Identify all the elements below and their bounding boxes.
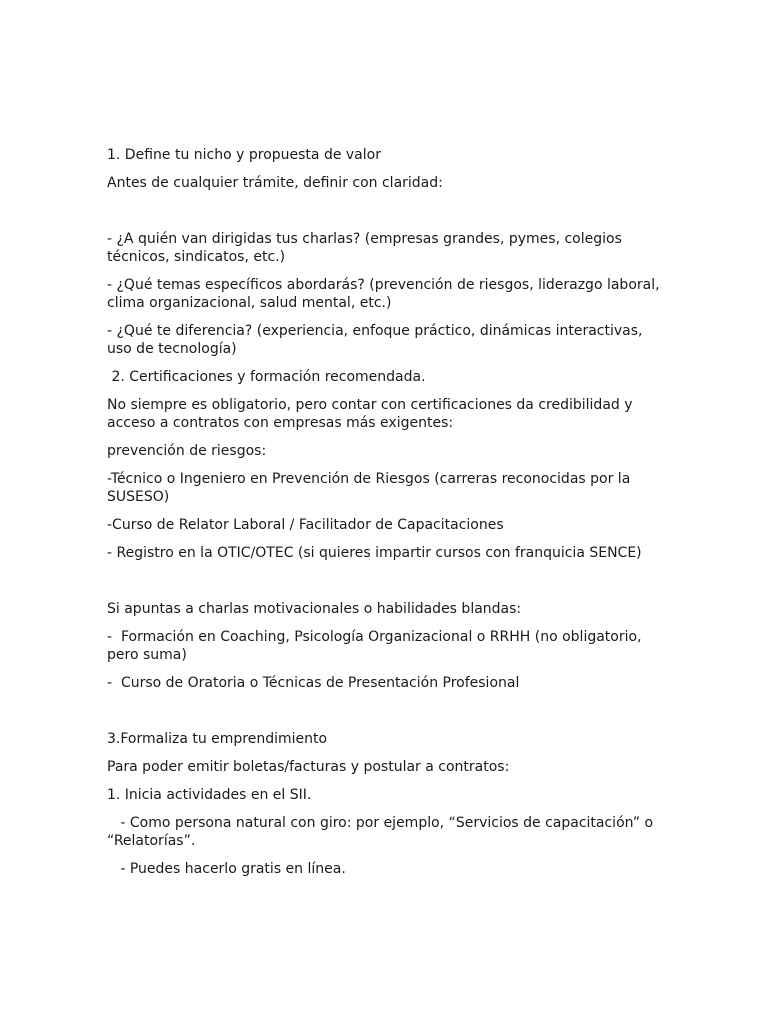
section-heading-certifications: 2. Certificaciones y formación recomendada. xyxy=(107,369,426,385)
blank-line xyxy=(107,202,667,230)
paragraph: Antes de cualquier trámite, definir con claridad: xyxy=(107,175,443,191)
section-heading-niche: 1. Define tu nicho y propuesta de valor xyxy=(107,147,381,163)
sub-bullet-item: - Como persona natural con giro: por ejemplo, “Servicios de capacitación” o “Relatorías”. xyxy=(107,815,658,849)
paragraph: Para poder emitir boletas/facturas y postular a contratos: xyxy=(107,759,510,775)
bullet-item: - ¿Qué te diferencia? (experiencia, enfoque práctico, dinámicas interactivas, uso de tecnología) xyxy=(107,323,647,357)
blank-line xyxy=(107,572,667,600)
bullet-item: - Formación en Coaching, Psicología Organizacional o RRHH (no obligatorio, pero suma) xyxy=(107,629,646,663)
document-body xyxy=(107,146,667,888)
numbered-item: 1. Inicia actividades en el SII. xyxy=(107,787,312,803)
bullet-item: -Técnico o Ingeniero en Prevención de Riesgos (carreras reconocidas por la SUSESO) xyxy=(107,471,635,505)
sub-bullet-item: - Puedes hacerlo gratis en línea. xyxy=(107,861,346,877)
bullet-item: - Curso de Oratoria o Técnicas de Presentación Profesional xyxy=(107,675,520,691)
paragraph: prevención de riesgos: xyxy=(107,443,267,459)
section-heading-formalize: 3.Formaliza tu emprendimiento xyxy=(107,731,328,747)
bullet-item: -Curso de Relator Laboral / Facilitador de Capacitaciones xyxy=(107,517,504,533)
paragraph: Si apuntas a charlas motivacionales o habilidades blandas: xyxy=(107,601,522,617)
bullet-item: - Registro en la OTIC/OTEC (si quieres impartir cursos con franquicia SENCE) xyxy=(107,545,642,561)
paragraph: No siempre es obligatorio, pero contar con certificaciones da credibilidad y acceso a contratos con empresas más exigentes: xyxy=(107,397,637,431)
blank-line xyxy=(107,702,667,730)
bullet-item: - ¿A quién van dirigidas tus charlas? (empresas grandes, pymes, colegios técnicos, sindicatos, etc.) xyxy=(107,231,627,265)
bullet-item: - ¿Qué temas específicos abordarás? (prevención de riesgos, liderazgo laboral, clima organizacional, salud mental, etc.) xyxy=(107,277,665,311)
